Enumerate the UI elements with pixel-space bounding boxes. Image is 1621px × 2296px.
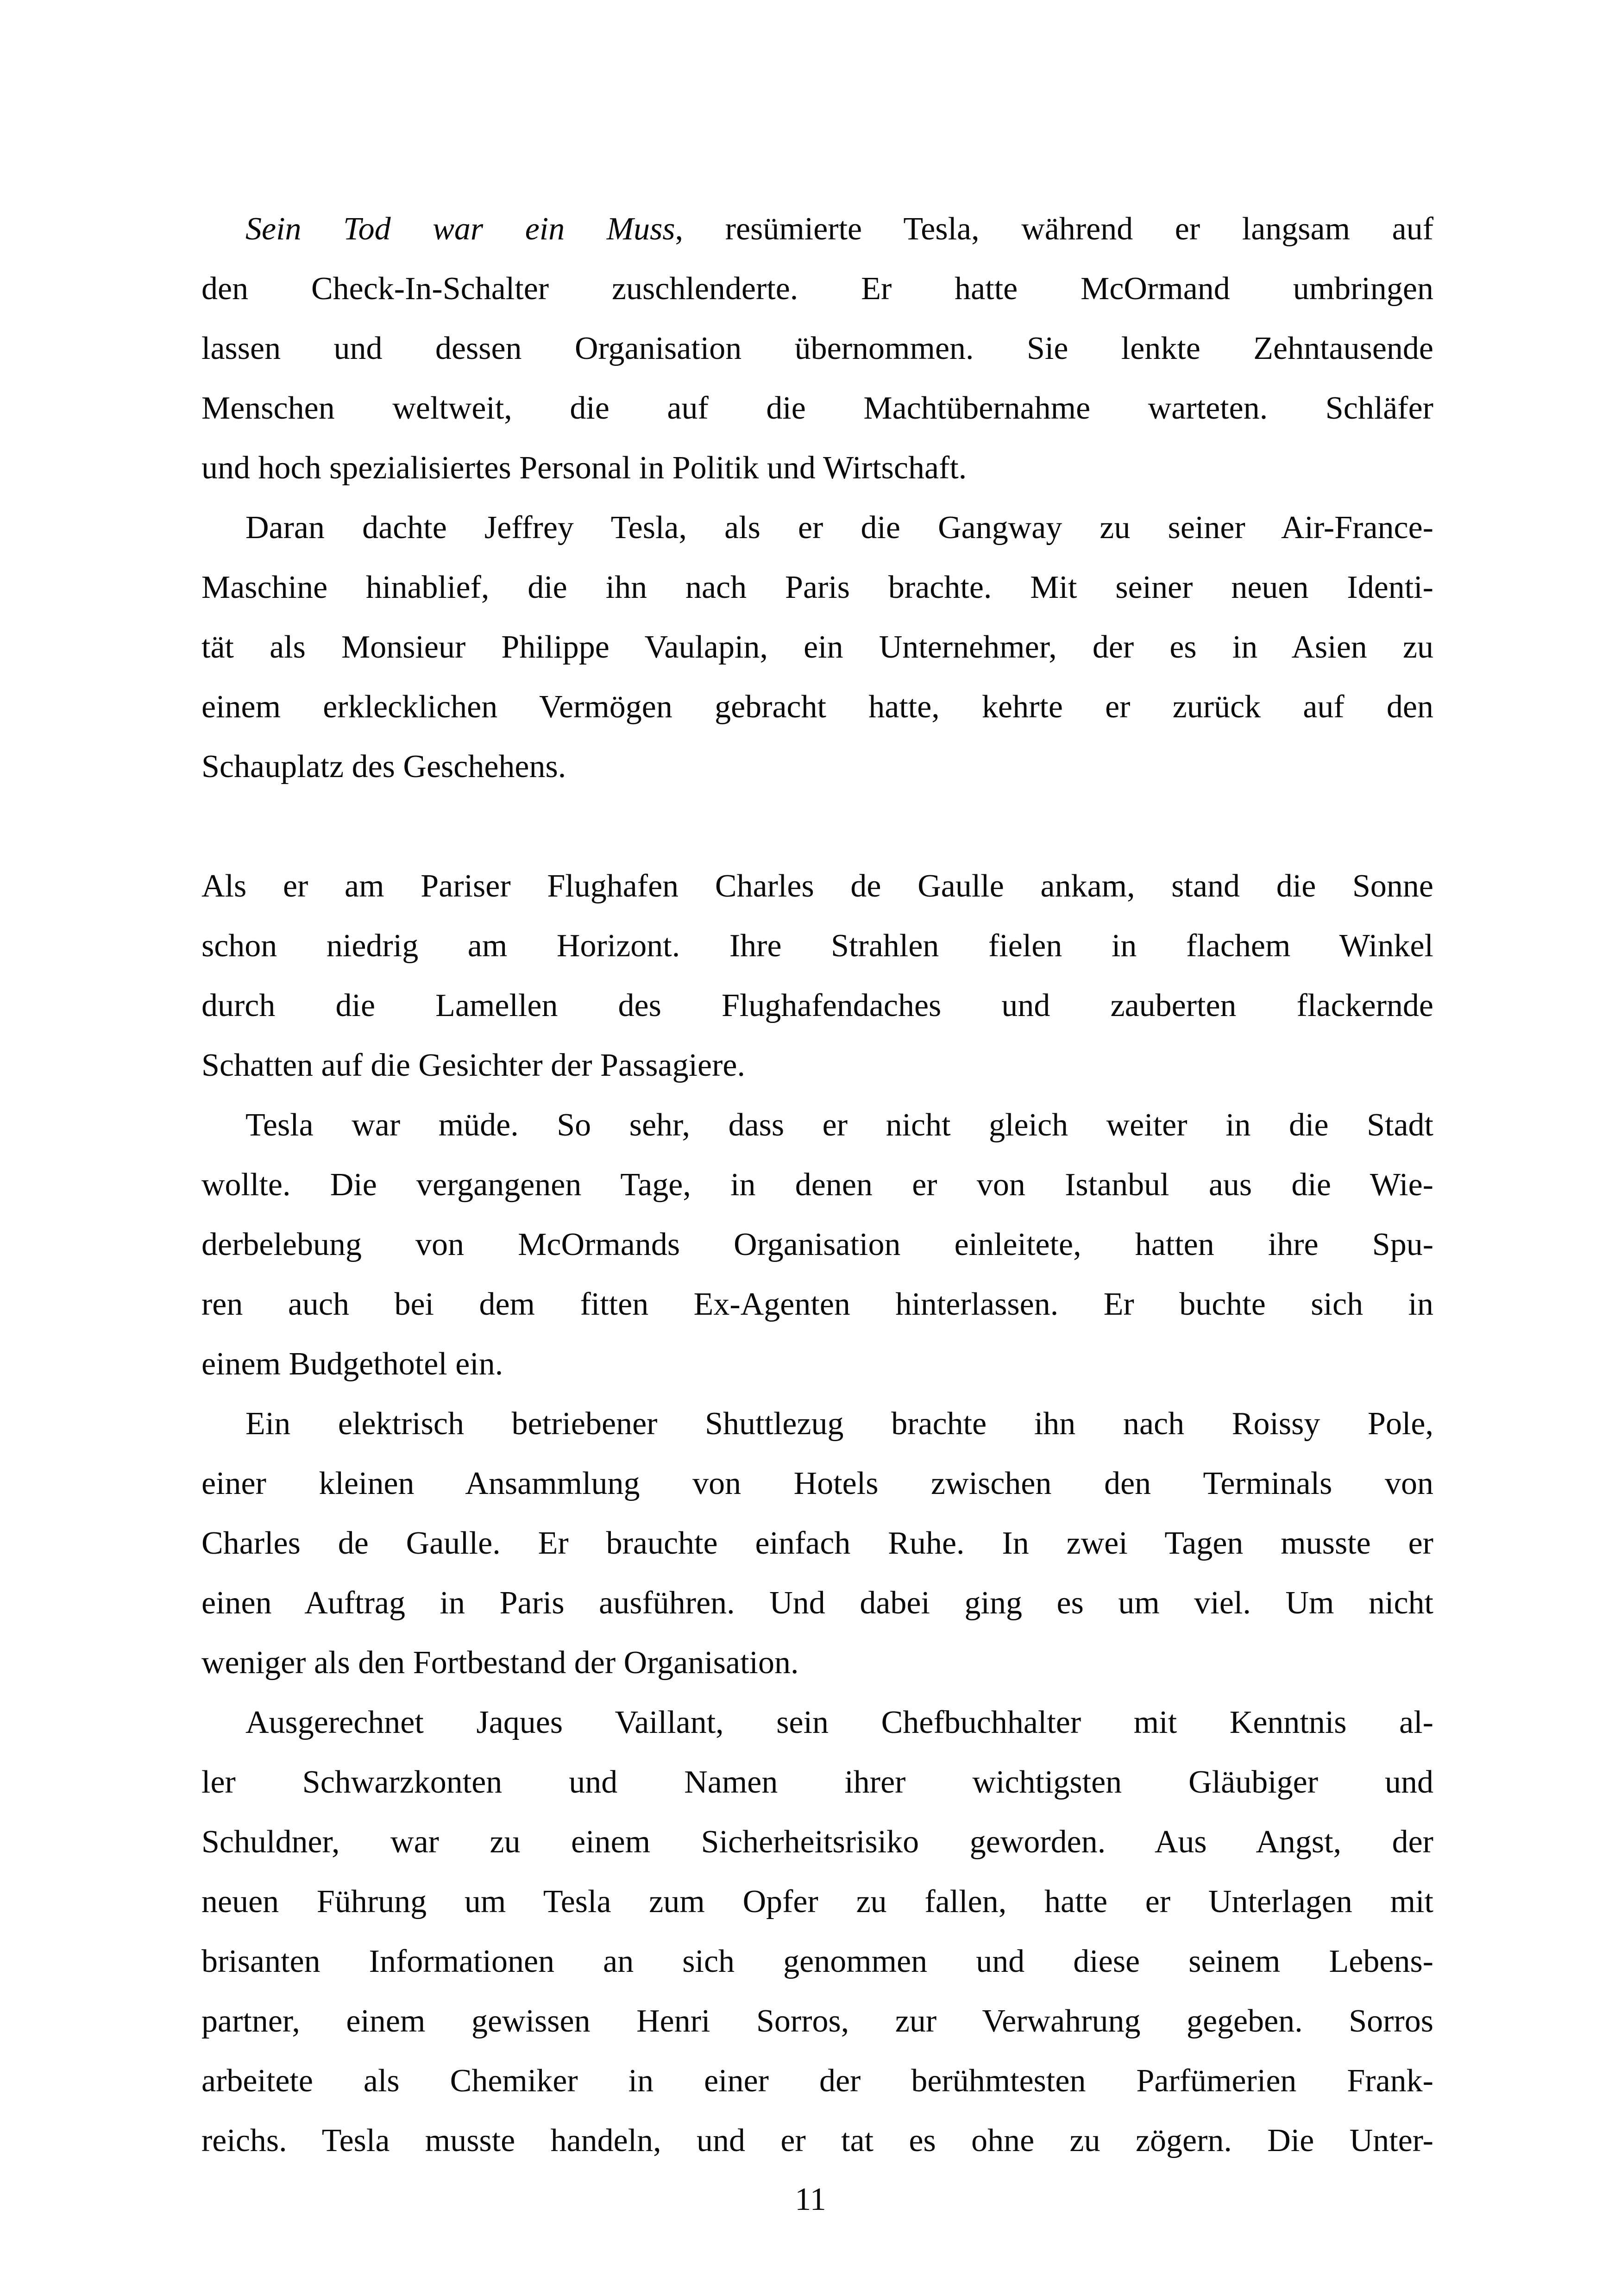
- text-block: [201, 199, 1433, 2171]
- text-line: Charles de Gaulle. Er brauchte einfach Ruhe. In zwei Tagen musste er: [201, 1525, 1433, 1561]
- italic-text-segment: Sein Tod war ein Muss: [245, 211, 675, 247]
- text-line: wollte. Die vergangenen Tage, in denen er von Istanbul aus die Wie-: [201, 1167, 1433, 1203]
- paragraph: [201, 1394, 1433, 1693]
- text-line: Ein elektrisch betriebener Shuttlezug brachte ihn nach Roissy Pole,: [245, 1406, 1433, 1442]
- page-number: 11: [795, 2182, 826, 2217]
- text-line: reichs. Tesla musste handeln, und er tat es ohne zu zögern. Die Unter-: [201, 2123, 1433, 2158]
- text-line: Schatten auf die Gesichter der Passagiere.: [201, 1048, 745, 1083]
- text-line: durch die Lamellen des Flughafendaches und zauberten flackernde: [201, 988, 1433, 1023]
- text-line: Tesla war müde. So sehr, dass er nicht gleich weiter in die Stadt: [245, 1107, 1433, 1143]
- text-line: brisanten Informationen an sich genommen und diese seinem Lebens-: [201, 1944, 1433, 1979]
- text-line: einem Budgethotel ein.: [201, 1346, 503, 1382]
- text-line: Ausgerechnet Jaques Vaillant, sein Chefbuchhalter mit Kenntnis al-: [245, 1705, 1433, 1740]
- text-line: den Check-In-Schalter zuschlenderte. Er hatte McOrmand umbringen: [201, 271, 1433, 307]
- text-line: neuen Führung um Tesla zum Opfer zu fallen, hatte er Unterlagen mit: [201, 1884, 1433, 1920]
- text-line: weniger als den Fortbestand der Organisation.: [201, 1645, 799, 1681]
- paragraph: [201, 1095, 1433, 1394]
- paragraph: [201, 856, 1433, 1095]
- text-line: Schauplatz des Geschehens.: [201, 749, 566, 784]
- text-line: Schuldner, war zu einem Sicherheitsrisiko geworden. Aus Angst, der: [201, 1824, 1433, 1860]
- text-line: und hoch spezialisiertes Personal in Politik und Wirtschaft.: [201, 450, 967, 486]
- paragraph: [201, 199, 1433, 498]
- text-line: ler Schwarzkonten und Namen ihrer wichtigsten Gläubiger und: [201, 1764, 1433, 1800]
- text-line: [201, 199, 1433, 259]
- text-line: Menschen weltweit, die auf die Machtübernahme warteten. Schläfer: [201, 390, 1433, 426]
- text-line: partner, einem gewissen Henri Sorros, zur Verwahrung gegeben. Sorros: [201, 2003, 1433, 2039]
- text-line: lassen und dessen Organisation übernommen. Sie lenkte Zehntausende: [201, 331, 1433, 366]
- paragraph: [201, 498, 1433, 797]
- text-line: Als er am Pariser Flughafen Charles de Gaulle ankam, stand die Sonne: [201, 868, 1433, 904]
- text-line: tät als Monsieur Philippe Vaulapin, ein Unternehmer, der es in Asien zu: [201, 629, 1433, 665]
- text-line: arbeitete als Chemiker in einer der berühmtesten Parfümerien Frank-: [201, 2063, 1433, 2099]
- text-line: ren auch bei dem fitten Ex-Agenten hinterlassen. Er buchte sich in: [201, 1286, 1433, 1322]
- text-line: schon niedrig am Horizont. Ihre Strahlen fielen in flachem Winkel: [201, 928, 1433, 964]
- text-line: Daran dachte Jeffrey Tesla, als er die Gangway zu seiner Air-France-: [245, 510, 1433, 546]
- text-line: derbelebung von McOrmands Organisation einleitete, hatten ihre Spu-: [201, 1227, 1433, 1262]
- text-line: einem erklecklichen Vermögen gebracht hatte, kehrte er zurück auf den: [201, 689, 1433, 725]
- text-line: einer kleinen Ansammlung von Hotels zwischen den Terminals von: [201, 1466, 1433, 1501]
- text-segment: , resümierte Tesla, während er langsam auf: [675, 211, 1434, 247]
- paragraph: [201, 1693, 1433, 2171]
- text-line: einen Auftrag in Paris ausführen. Und dabei ging es um viel. Um nicht: [201, 1585, 1433, 1621]
- text-line: Maschine hinablief, die ihn nach Paris brachte. Mit seiner neuen Identi-: [201, 570, 1433, 605]
